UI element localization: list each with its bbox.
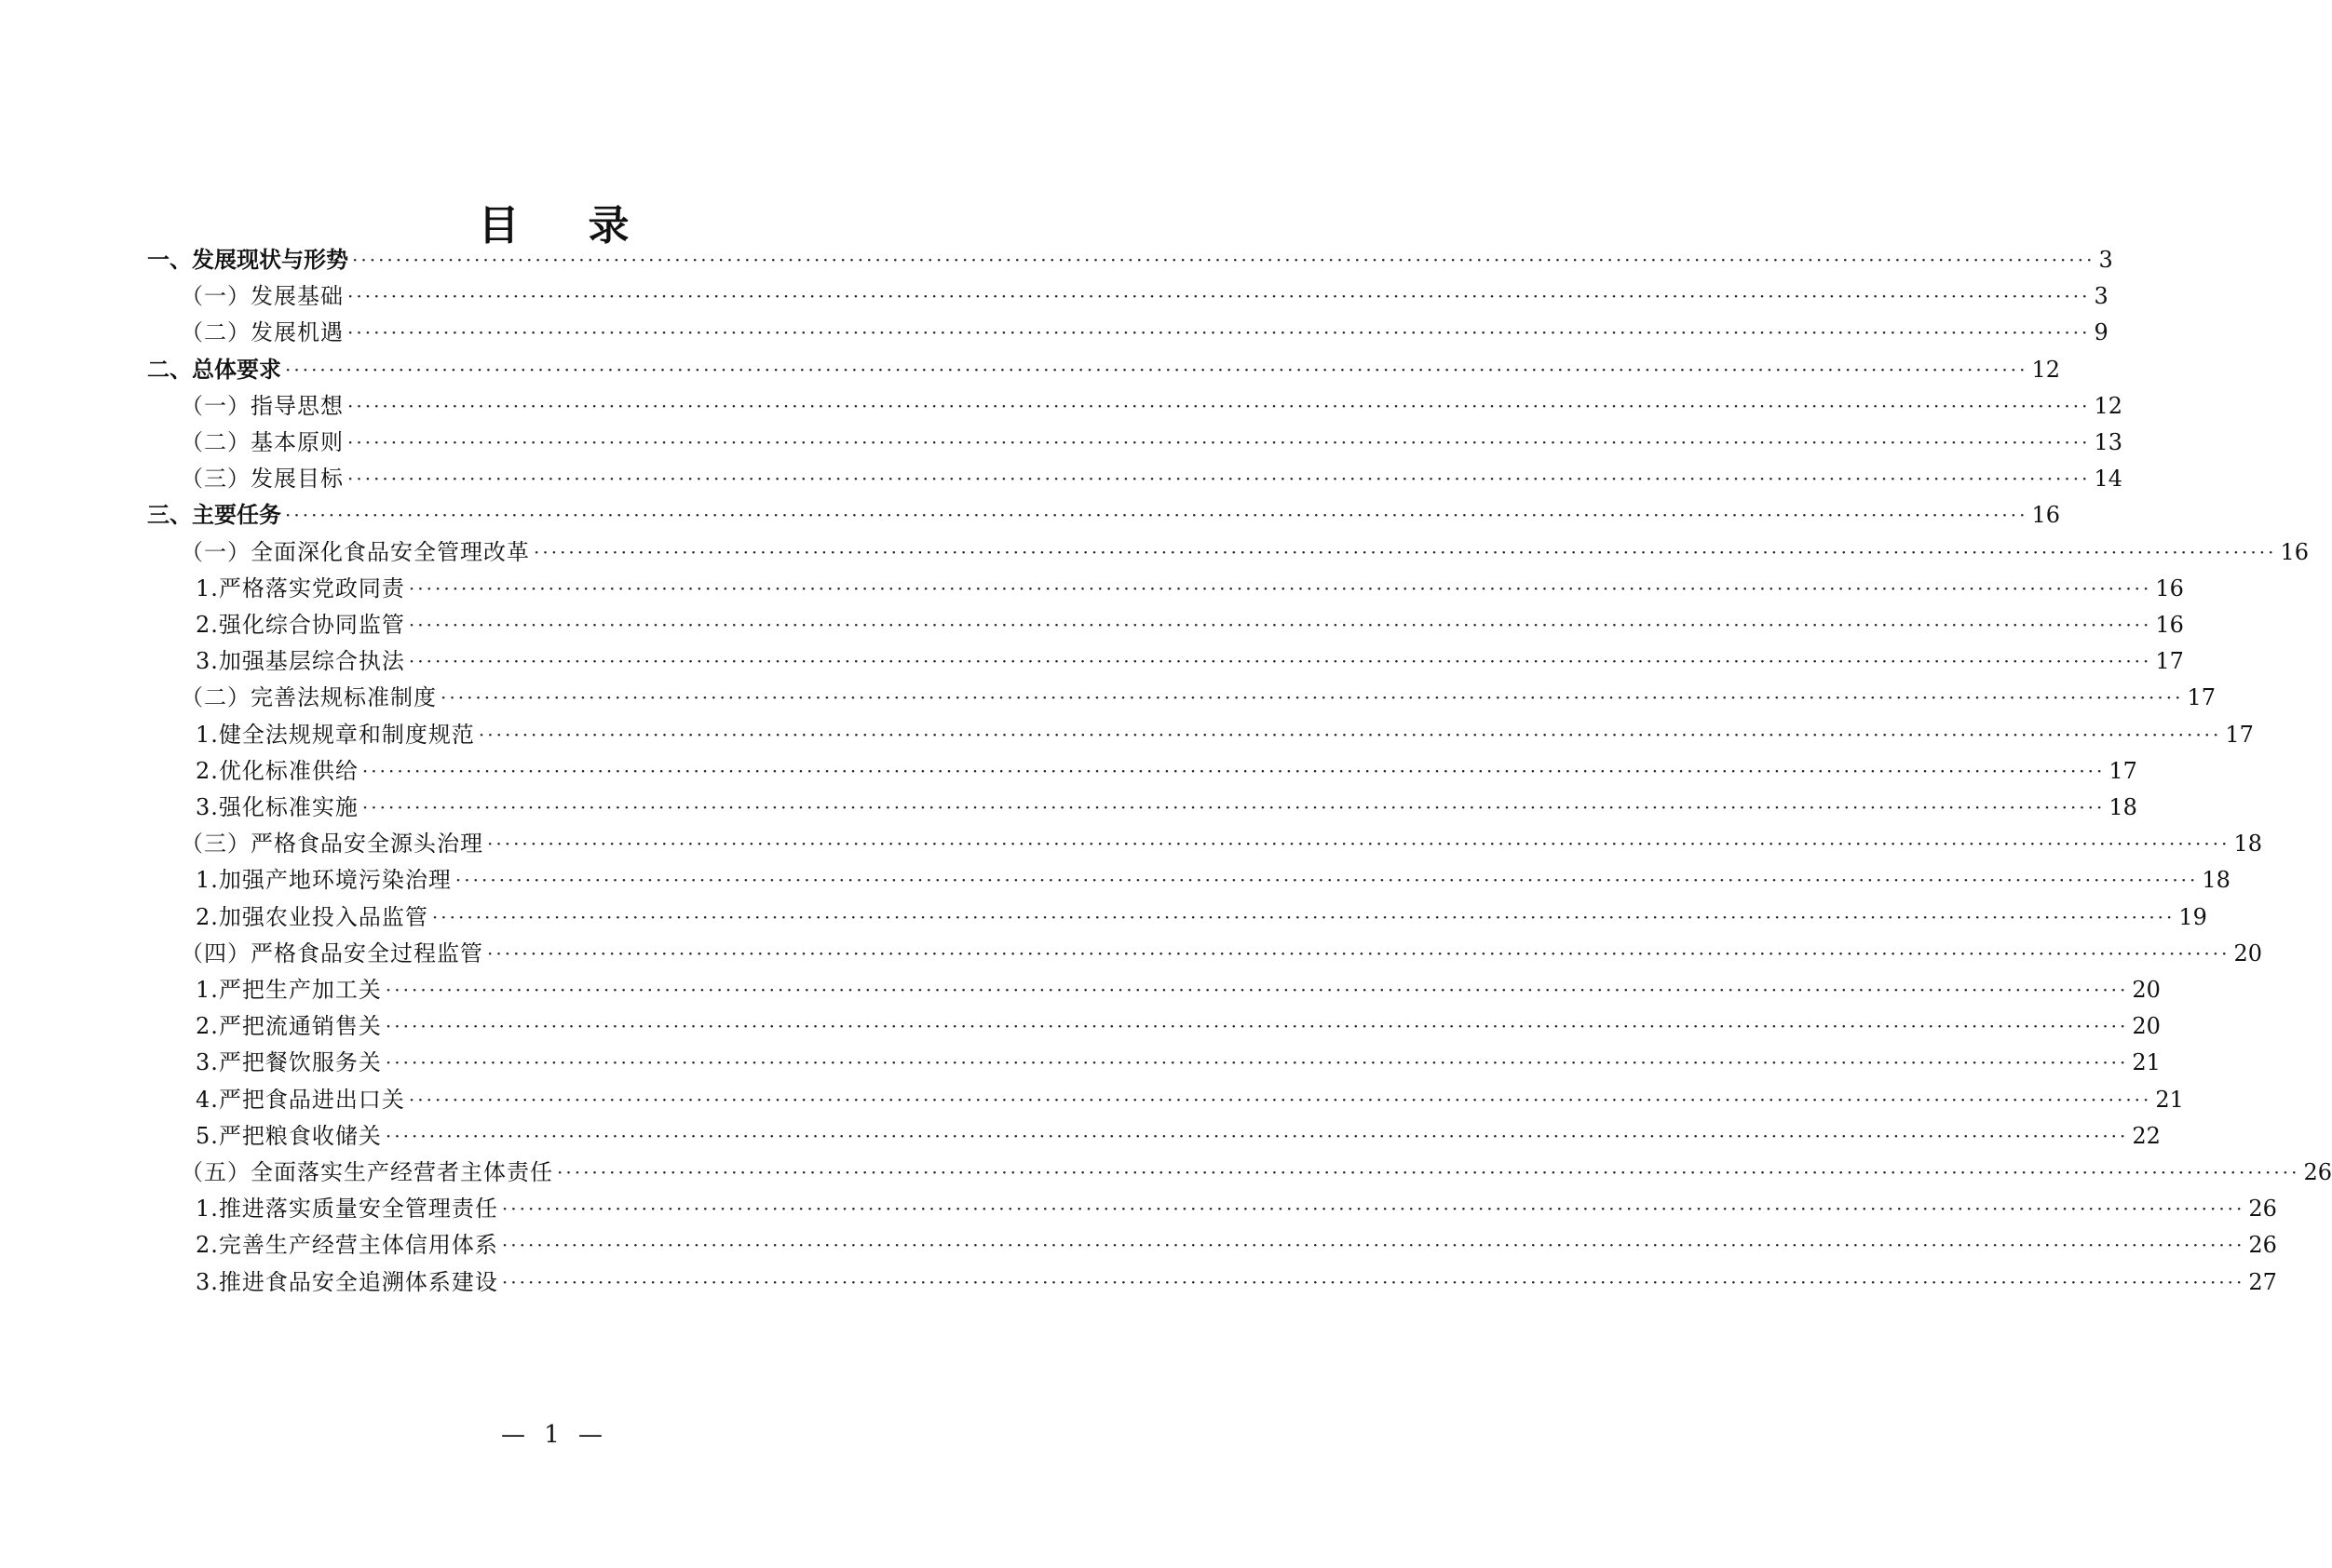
toc-entry[interactable] [181,938,2263,969]
toc-entry-label: （一）发展基础 [181,283,344,310]
toc-entry[interactable] [181,280,2108,312]
toc-entry-label: 1.健全法规规章和制度规范 [196,721,475,748]
toc-entry-label: （四）严格食品安全过程监管 [181,939,483,966]
toc-entry-label: 3.严把餐饮服务关 [196,1049,382,1076]
toc-leader-dots: ········································································································································································································ [385,1015,2129,1038]
toc-entry-page: 16 [2280,538,2310,565]
toc-entry-label: 1.严格落实党政同责 [196,574,405,602]
toc-entry-page: 19 [2178,903,2207,930]
toc-leader-dots: ········································································································································································································ [557,1161,2300,1183]
toc-entry-page: 17 [2187,684,2217,711]
toc-entry-page: 18 [2108,794,2137,820]
toc-entry[interactable] [196,864,2230,896]
toc-leader-dots: ········································································································································································································ [347,467,2091,491]
toc-leader-dots: ········································································································································································································ [347,394,2091,417]
toc-leader-dots: ········································································································································································································ [385,1124,2129,1147]
toc-entry-label: （二）基本原则 [181,429,344,455]
toc-entry-label: 5.严把粮食收储关 [196,1122,382,1149]
toc-leader-dots: ········································································································································································································ [285,358,2028,381]
toc-entry-label: 4.严把食品进出口关 [196,1086,405,1113]
toc-entry-page: 26 [2248,1232,2277,1259]
toc-entry[interactable] [196,1010,2161,1042]
toc-entry-label: （三）发展目标 [181,466,344,493]
toc-entry[interactable] [181,390,2123,422]
toc-entry[interactable] [181,317,2108,348]
toc-title [0,192,1109,251]
toc-entry[interactable] [181,463,2123,494]
toc-leader-dots: ········································································································································································································ [487,941,2230,965]
toc-leader-dots: ········································································································································································································ [408,1088,2152,1111]
toc-leader-dots: ········································································································································································································ [501,1197,2245,1221]
toc-entry-label: 2.优化标准供给 [196,757,359,784]
toc-entry[interactable] [181,1156,2332,1188]
toc-entry-label: 三、主要任务 [147,502,281,529]
toc-entry[interactable] [196,719,2254,750]
toc-leader-dots: ········································································································································································································ [385,979,2129,1001]
toc-entry-label: 3.强化标准实施 [196,794,359,820]
toc-entry[interactable] [196,1266,2277,1298]
toc-entry-label: （一）全面深化食品安全管理改革 [181,538,530,565]
toc-entry[interactable] [181,536,2310,568]
toc-entry-page: 17 [2108,757,2137,784]
toc-entry-page: 16 [2155,612,2184,638]
toc-leader-dots: ········································································································································································································ [501,1234,2245,1257]
toc-entry[interactable] [196,1120,2161,1152]
toc-title-char-2: 录 [588,202,631,250]
toc-entry-page: 20 [2132,1013,2161,1040]
toc-entry[interactable] [147,499,2061,531]
toc-entry[interactable] [196,1229,2277,1261]
toc-entry-label: （三）严格食品安全源头治理 [181,831,483,858]
toc-entry-page: 18 [2202,867,2230,894]
toc-entry-page: 26 [2303,1159,2332,1185]
toc-entry[interactable] [196,1193,2277,1224]
toc-leader-dots: ········································································································································································································ [385,1051,2129,1075]
toc-entry[interactable] [181,426,2123,458]
toc-entry-page: 20 [2233,939,2263,966]
toc-entry-label: 2.强化综合协同监管 [196,612,405,638]
toc-entry-page: 12 [2094,392,2123,419]
toc-entry-page: 3 [2098,247,2113,273]
toc-entry[interactable] [147,354,2061,385]
toc-entry[interactable] [196,1084,2184,1115]
toc-entry-label: 二、总体要求 [147,356,281,383]
toc-entry-label: 2.完善生产经营主体信用体系 [196,1232,498,1259]
toc-entry[interactable] [181,828,2263,859]
toc-entry-page: 22 [2132,1122,2161,1149]
toc-entry-label: 一、发展现状与形势 [147,247,348,273]
toc-leader-dots: ········································································································································································································ [347,431,2091,453]
toc-entry[interactable] [196,609,2184,641]
toc-leader-dots: ········································································································································································································ [431,905,2176,928]
toc-entry-page: 12 [2031,356,2061,383]
toc-entry[interactable] [196,755,2137,787]
toc-entry-label: （二）完善法规标准制度 [181,684,437,711]
toc-entry[interactable] [196,573,2184,604]
toc-entry-label: 3.加强基层综合执法 [196,648,405,675]
toc-entry[interactable] [147,244,2113,276]
toc-entry-page: 27 [2248,1268,2277,1295]
toc-leader-dots: ········································································································································································································ [352,249,2095,271]
toc-entry-page: 26 [2248,1196,2277,1223]
toc-entry-label: （五）全面落实生产经营者主体责任 [181,1159,553,1185]
toc-entry-page: 14 [2094,466,2123,493]
toc-leader-dots: ········································································································································································································ [408,614,2152,636]
toc-leader-dots: ········································································································································································································ [408,650,2152,673]
toc-entry-label: （一）指导思想 [181,392,344,419]
toc-leader-dots: ········································································································································································································ [501,1270,2245,1293]
toc-leader-dots: ········································································································································································································ [441,686,2184,710]
toc-entry-label: 1.加强产地环境污染治理 [196,867,452,894]
toc-entry-page: 3 [2094,283,2108,310]
toc-leader-dots: ········································································································································································································ [408,576,2152,600]
toc-entry-page: 9 [2094,319,2108,346]
toc-entry-page: 20 [2132,977,2161,1003]
toc-entry-label: （二）发展机遇 [181,319,344,346]
toc-entry[interactable] [196,645,2184,677]
toc-leader-dots: ········································································································································································································ [487,832,2230,856]
toc-entry[interactable] [196,974,2161,1006]
toc-entry-label: 3.推进食品安全追溯体系建设 [196,1268,498,1295]
toc-entry[interactable] [181,682,2217,713]
toc-entry[interactable] [196,791,2137,823]
toc-entry-page: 13 [2094,429,2123,455]
toc-entry-page: 17 [2225,721,2254,748]
toc-entry-page: 18 [2233,831,2263,858]
toc-leader-dots: ········································································································································································································ [478,723,2222,746]
toc-entry-label: 1.推进落实质量安全管理责任 [196,1196,498,1223]
toc-entry[interactable] [196,901,2207,933]
toc-entry-page: 17 [2155,648,2184,675]
toc-title-char-1: 目 [478,202,522,250]
toc-leader-dots: ········································································································································································································ [534,540,2277,563]
toc-entry-page: 16 [2031,502,2061,529]
page-number-footer: — 1 — [500,1421,609,1449]
toc-leader-dots: ········································································································································································································ [285,504,2028,527]
toc-entry-label: 2.严把流通销售关 [196,1013,382,1040]
toc-entry[interactable] [196,1047,2161,1078]
toc-leader-dots: ········································································································································································································ [454,869,2199,892]
toc-leader-dots: ········································································································································································································ [361,796,2106,818]
toc-entry-page: 21 [2155,1086,2184,1113]
toc-leader-dots: ········································································································································································································ [347,321,2091,345]
toc-entry-page: 21 [2132,1049,2161,1076]
toc-entry-label: 2.加强农业投入品监管 [196,903,428,930]
toc-leader-dots: ········································································································································································································ [361,759,2106,782]
toc-entry-page: 16 [2155,574,2184,602]
toc-entry-label: 1.严把生产加工关 [196,977,382,1003]
toc-leader-dots: ········································································································································································································ [347,285,2091,308]
